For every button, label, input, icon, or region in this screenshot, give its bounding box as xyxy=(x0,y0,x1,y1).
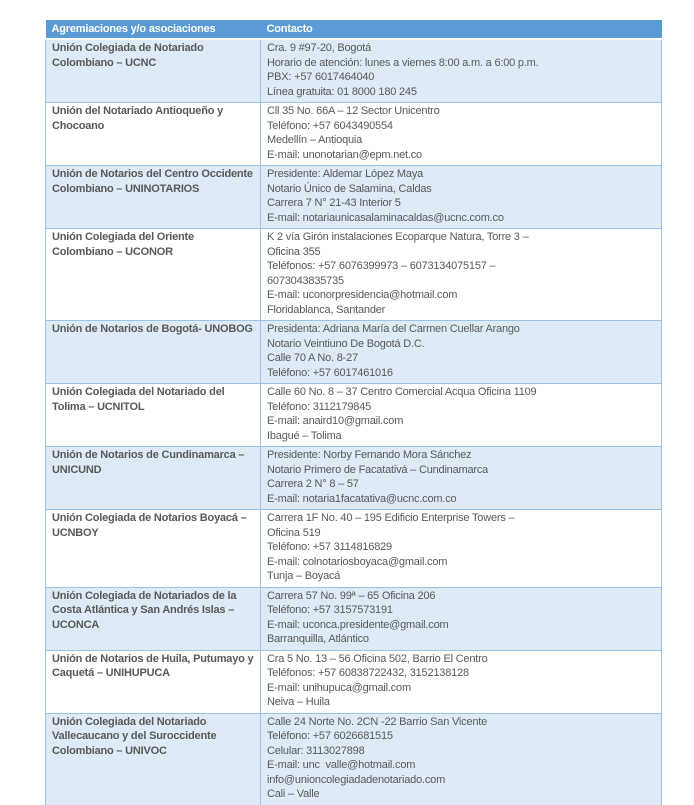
contact-line: Carrera 1F No. 40 – 195 Edificio Enterprise Towers – xyxy=(267,512,515,524)
contact-info xyxy=(261,166,662,229)
table-header xyxy=(46,20,662,39)
contact-line: Celular: 3113027898 xyxy=(267,744,365,757)
table-row xyxy=(46,166,662,229)
contact-info xyxy=(261,713,662,805)
header-contact: Contacto xyxy=(261,20,662,39)
contact-line: Presidenta: Adriana María del Carmen Cuellar Arango xyxy=(267,323,520,335)
contact-line: E-mail: uconorpresidencia@hotmail.com xyxy=(267,289,458,301)
contact-info xyxy=(261,447,662,510)
contact-line: Notario Veintiuno De Bogotá D.C. xyxy=(267,337,425,350)
contact-info xyxy=(261,510,662,588)
header-row xyxy=(46,20,662,39)
contact-line: Cra. 9 #97-20, Bogotá xyxy=(267,42,372,54)
contact-line: E-mail: unc valle@hotmail.com xyxy=(267,759,416,771)
contact-line: Teléfono: +57 6017461016 xyxy=(267,366,393,379)
contact-line: Teléfono: +57 6026681515 xyxy=(267,730,393,742)
contact-info xyxy=(261,384,662,447)
table-row xyxy=(46,384,662,447)
contact-line: 6073043835735 xyxy=(267,274,344,287)
contact-line: Teléfono: +57 3157573191 xyxy=(267,604,393,616)
contact-info xyxy=(261,321,662,384)
contact-line: E-mail: notaria1facatativa@ucnc.com.co xyxy=(267,492,457,505)
association-name: Unión de Notarios de Bogotá- UNOBOG xyxy=(46,321,261,384)
contact-info xyxy=(261,229,662,321)
contact-line: info@unioncolegiadadenotariado.com xyxy=(267,773,446,786)
table-row xyxy=(46,39,662,103)
associations-table xyxy=(45,20,662,805)
contact-line: Calle 70 A No. 8-27 xyxy=(267,352,358,364)
association-name: Unión de Notarios de Cundinamarca – UNICUND xyxy=(46,447,261,510)
contact-line: Tunja – Boyacá xyxy=(267,570,341,582)
contact-line: Neiva – Huila xyxy=(267,696,330,708)
contact-line: PBX: +57 6017464040 xyxy=(267,71,375,83)
association-name: Unión Colegiada de Notariado Colombiano – UCNC xyxy=(46,39,261,103)
table-row xyxy=(46,447,662,510)
association-name: Unión de Notarios del Centro Occidente Colombiano – UNINOTARIOS xyxy=(46,166,261,229)
contact-info xyxy=(261,103,662,166)
contact-line: E-mail: colnotariosboyaca@gmail.com xyxy=(267,555,448,568)
association-name: Unión Colegiada del Notariado Vallecaucano y del Suroccidente Colombiano – UNIVOC xyxy=(46,713,261,805)
contact-line: Ibagué – Tolima xyxy=(267,429,342,442)
table-row xyxy=(46,510,662,588)
contact-line: Teléfonos: +57 60838722432, 3152138128 xyxy=(267,667,469,679)
contact-line: Oficina 355 xyxy=(267,245,321,258)
table-row xyxy=(46,229,662,321)
contact-line: K 2 vía Girón instalaciones Ecoparque Natura, Torre 3 – xyxy=(267,231,529,243)
contact-line: Teléfonos: +57 6076399973 – 6073134075157 – xyxy=(267,260,496,272)
contact-info xyxy=(261,39,662,103)
association-name: Unión de Notarios de Huila, Putumayo y Caquetá – UNIHUPUCA xyxy=(46,650,261,713)
contact-line: Cll 35 No. 66A – 12 Sector Unicentro xyxy=(267,105,440,117)
contact-line: E-mail: uconca.presidente@gmail.com xyxy=(267,618,449,631)
header-associations: Agremiaciones y/o asociaciones xyxy=(46,20,261,39)
contact-line: Carrera 2 N° 8 – 57 xyxy=(267,478,359,490)
contact-line: Línea gratuita: 01 8000 180 245 xyxy=(267,85,417,98)
contact-info xyxy=(261,587,662,650)
contact-line: Cra 5 No. 13 – 56 Oficina 502, Barrio El Centro xyxy=(267,652,488,665)
table-body xyxy=(46,39,662,805)
contact-line: Cali – Valle xyxy=(267,788,320,800)
contact-line: Notario Primero de Facatativá – Cundinamarca xyxy=(267,463,489,476)
contact-line: Carrera 57 No. 99ª – 65 Oficina 206 xyxy=(267,589,436,602)
contact-info xyxy=(261,650,662,713)
contact-line: E-mail: anaird10@gmail.com xyxy=(267,415,404,427)
association-name: Unión Colegiada de Notarios Boyacá – UCNBOY xyxy=(46,510,261,588)
table-row xyxy=(46,713,662,805)
contact-line: Teléfono: +57 6043490554 xyxy=(267,119,393,132)
contact-line: Barranquilla, Atlántico xyxy=(267,633,369,645)
contact-line: Presidente: Norby Fernando Mora Sánchez xyxy=(267,449,472,461)
contact-line: Carrera 7 N° 21-43 Interior 5 xyxy=(267,197,401,209)
contact-line: Medellín – Antioquia xyxy=(267,134,363,146)
contact-line: Floridablanca, Santander xyxy=(267,303,386,316)
association-name: Unión Colegiada del Notariado del Tolima – UCNITOL xyxy=(46,384,261,447)
contact-line: Notario Único de Salamina, Caldas xyxy=(267,182,432,195)
table-row xyxy=(46,321,662,384)
contact-line: Teléfono: +57 3114816829 xyxy=(267,541,392,553)
contact-line: Horario de atención: lunes a viernes 8:00 a.m. a 6:00 p.m. xyxy=(267,56,539,69)
contact-line: Presidente: Aldemar López Maya xyxy=(267,168,424,180)
association-name: Unión del Notariado Antioqueño y Chocoano xyxy=(46,103,261,166)
association-name: Unión Colegiada del Oriente Colombiano – UCONOR xyxy=(46,229,261,321)
table-row xyxy=(46,103,662,166)
contact-line: E-mail: notariaunicasalaminacaldas@ucnc.com.co xyxy=(267,211,504,224)
table-row xyxy=(46,587,662,650)
contact-line: Oficina 519 xyxy=(267,526,321,539)
contact-line: Calle 60 No. 8 – 37 Centro Comercial Acqua Oficina 1109 xyxy=(267,386,537,398)
association-name: Unión Colegiada de Notariados de la Costa Atlántica y San Andrés Islas – UCONCA xyxy=(46,587,261,650)
contact-line: E-mail: unihupuca@gmail.com xyxy=(267,681,411,694)
contact-line: Teléfono: 3112179845 xyxy=(267,400,372,413)
table-row xyxy=(46,650,662,713)
contact-line: Calle 24 Norte No. 2CN -22 Barrio San Vicente xyxy=(267,715,488,728)
contact-line: E-mail: unonotarian@epm.net.co xyxy=(267,148,422,161)
